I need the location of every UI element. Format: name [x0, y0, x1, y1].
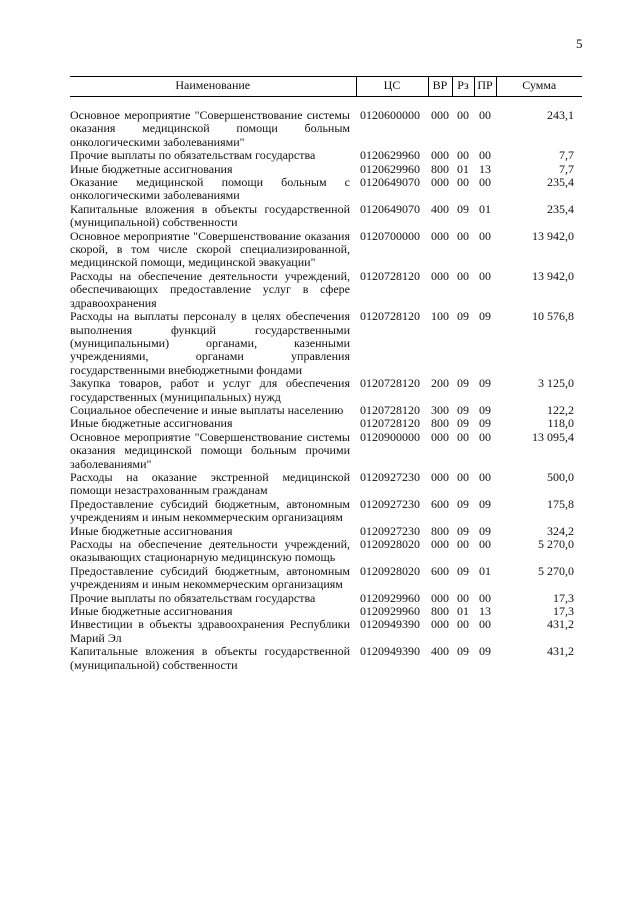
page-number: 5	[576, 36, 583, 51]
cell-cs: 0120928020	[360, 563, 420, 578]
cell-name: Предоставление субсидий бюджетным, автономным учреждениям и иным некоммерческим организациям	[70, 563, 350, 592]
cell-name: Расходы на оказание экстренной медицинской помощи незастрахованным гражданам	[70, 469, 350, 498]
cell-sum: 13 095,4	[532, 429, 574, 444]
cell-pr: 09	[479, 402, 491, 417]
cell-rz: 01	[457, 604, 469, 619]
cell-cs: 0120929960	[360, 590, 420, 605]
cell-pr: 00	[479, 537, 491, 551]
cell-pr: 00	[479, 617, 491, 632]
cell-sum: 122,2	[547, 402, 574, 417]
cell-name: Иные бюджетные ассигнования	[70, 604, 233, 619]
cell-rz: 00	[457, 148, 469, 163]
header-name: Наименование	[70, 77, 356, 97]
cell-sum: 235,4	[547, 175, 574, 190]
cell-sum: 243,1	[547, 108, 574, 122]
cell-vr: 200	[431, 376, 449, 391]
cell-name: Предоставление субсидий бюджетным, автономным учреждениям и иным некоммерческим организациям	[70, 496, 350, 525]
header-cs: ЦС	[356, 77, 428, 97]
table-row	[70, 163, 582, 176]
cell-name: Основное мероприятие "Совершенствование системы оказания медицинской помощи больным онкологическими заболеваниями"	[70, 108, 350, 149]
table-row	[70, 97, 582, 150]
cell-vr: 800	[431, 523, 449, 538]
cell-pr: 00	[479, 228, 491, 243]
cell-name: Расходы на обеспечение деятельности учреждений, оказывающих стационарную медицинскую помощь	[70, 537, 350, 565]
cell-cs: 0120629960	[360, 148, 420, 163]
cell-pr: 09	[479, 376, 491, 391]
header-pr: ПР	[474, 77, 496, 97]
cell-rz: 09	[457, 376, 469, 391]
cell-sum: 431,2	[547, 644, 574, 659]
cell-rz: 00	[457, 175, 469, 190]
table-row	[70, 149, 582, 162]
cell-rz: 00	[457, 590, 469, 605]
cell-vr: 800	[431, 604, 449, 619]
cell-sum: 500,0	[547, 469, 574, 484]
cell-cs: 0120728120	[360, 416, 420, 431]
cell-vr: 000	[431, 590, 449, 605]
cell-sum: 175,8	[547, 496, 574, 511]
cell-name: Расходы на обеспечение деятельности учреждений, обеспечивающих предоставление услуг в сфере здравоохранения	[70, 268, 350, 310]
cell-rz: 09	[457, 644, 469, 659]
cell-cs: 0120927230	[360, 469, 420, 484]
cell-rz: 09	[457, 416, 469, 431]
cell-sum: 13 942,0	[532, 268, 574, 283]
cell-sum: 7,7	[559, 148, 574, 163]
cell-name: Расходы на выплаты персоналу в целях обеспечения выполнения функций государственными (муниципальными) органами, казенными учреждениями, органами управления государственными внебюджетными фондами	[70, 309, 350, 377]
cell-vr: 000	[431, 617, 449, 632]
cell-cs: 0120929960	[360, 604, 420, 619]
cell-vr: 100	[431, 309, 449, 324]
cell-name: Основное мероприятие "Совершенствование оказания скорой, в том числе скорой специализированной, медицинской помощи, медицинской эвакуации"	[70, 228, 350, 270]
cell-cs: 0120728120	[360, 376, 420, 391]
cell-cs: 0120649070	[360, 175, 420, 190]
cell-pr: 00	[479, 108, 491, 122]
cell-pr: 00	[479, 268, 491, 283]
cell-name: Основное мероприятие "Совершенствование системы оказания медицинской помощи больным прочими заболеваниями"	[70, 429, 350, 471]
table-row	[70, 538, 582, 565]
cell-cs: 0120949390	[360, 644, 420, 659]
cell-cs: 0120700000	[360, 228, 420, 243]
header-rz: Рз	[452, 77, 474, 97]
table-row	[70, 417, 582, 430]
cell-rz: 09	[457, 496, 469, 511]
table-row	[70, 230, 582, 270]
cell-pr: 00	[479, 175, 491, 190]
cell-name: Социальное обеспечение и иные выплаты населению	[70, 402, 344, 417]
cell-name: Иные бюджетные ассигнования	[70, 416, 233, 431]
cell-rz: 00	[457, 617, 469, 632]
cell-pr: 01	[479, 201, 491, 216]
cell-vr: 000	[431, 537, 449, 551]
cell-vr: 600	[431, 496, 449, 511]
cell-rz: 09	[457, 563, 469, 578]
cell-pr: 09	[479, 523, 491, 538]
table-row	[70, 498, 582, 525]
cell-sum: 3 125,0	[538, 376, 574, 391]
table-body	[70, 97, 582, 673]
cell-rz: 00	[457, 108, 469, 122]
cell-pr: 09	[479, 496, 491, 511]
cell-rz: 00	[457, 537, 469, 551]
cell-cs: 0120728120	[360, 309, 420, 324]
table-row	[70, 645, 582, 672]
cell-rz: 00	[457, 429, 469, 444]
cell-vr: 400	[431, 201, 449, 216]
budget-table	[70, 76, 582, 672]
cell-rz: 01	[457, 161, 469, 176]
cell-pr: 00	[479, 429, 491, 444]
cell-vr: 000	[431, 469, 449, 484]
cell-rz: 00	[457, 268, 469, 283]
cell-sum: 118,0	[547, 416, 574, 431]
cell-cs: 0120649070	[360, 201, 420, 216]
cell-sum: 324,2	[547, 523, 574, 538]
cell-name: Капитальные вложения в объекты государственной (муниципальной) собственности	[70, 644, 350, 672]
cell-sum: 17,3	[553, 590, 574, 605]
cell-sum: 13 942,0	[532, 228, 574, 243]
cell-vr: 800	[431, 416, 449, 431]
table-row	[70, 471, 582, 498]
table-row	[70, 404, 582, 417]
cell-cs: 0120728120	[360, 268, 420, 283]
cell-vr: 000	[431, 108, 449, 122]
cell-sum: 17,3	[553, 604, 574, 619]
cell-cs: 0120927230	[360, 496, 420, 511]
header-vr: ВР	[428, 77, 452, 97]
cell-cs: 0120629960	[360, 161, 420, 176]
cell-cs: 0120728120	[360, 402, 420, 417]
cell-pr: 00	[479, 148, 491, 163]
cell-sum: 7,7	[559, 161, 574, 176]
cell-cs: 0120949390	[360, 617, 420, 632]
cell-cs: 0120900000	[360, 429, 420, 444]
cell-vr: 800	[431, 161, 449, 176]
cell-sum: 5 270,0	[538, 537, 574, 551]
table-row	[70, 203, 582, 230]
table-row	[70, 605, 582, 618]
cell-sum: 5 270,0	[538, 563, 574, 578]
cell-rz: 09	[457, 309, 469, 324]
cell-pr: 13	[479, 161, 491, 176]
cell-vr: 000	[431, 268, 449, 283]
cell-pr: 01	[479, 563, 491, 578]
table-row	[70, 565, 582, 592]
cell-rz: 09	[457, 402, 469, 417]
cell-pr: 00	[479, 469, 491, 484]
cell-pr: 09	[479, 644, 491, 659]
cell-rz: 00	[457, 228, 469, 243]
table-row	[70, 270, 582, 310]
cell-name: Инвестиции в объекты здравоохранения Республики Марий Эл	[70, 617, 350, 645]
table-row	[70, 525, 582, 538]
table-row	[70, 592, 582, 605]
cell-vr: 000	[431, 429, 449, 444]
cell-sum: 235,4	[547, 201, 574, 216]
cell-vr: 600	[431, 563, 449, 578]
cell-pr: 09	[479, 309, 491, 324]
cell-name: Иные бюджетные ассигнования	[70, 161, 233, 176]
cell-vr: 000	[431, 148, 449, 163]
table-row	[70, 310, 582, 377]
cell-cs: 0120927230	[360, 523, 420, 538]
table-row	[70, 176, 582, 203]
cell-vr: 000	[431, 228, 449, 243]
cell-rz: 00	[457, 469, 469, 484]
cell-sum: 10 576,8	[532, 309, 574, 324]
cell-name: Прочие выплаты по обязательствам государства	[70, 148, 316, 163]
cell-name: Иные бюджетные ассигнования	[70, 523, 233, 538]
header-sum: Сумма	[496, 77, 582, 97]
table-header-row	[70, 77, 582, 97]
cell-pr: 09	[479, 416, 491, 431]
cell-sum: 431,2	[547, 617, 574, 632]
cell-rz: 09	[457, 523, 469, 538]
cell-vr: 400	[431, 644, 449, 659]
cell-name: Закупка товаров, работ и услуг для обеспечения государственных (муниципальных) нужд	[70, 376, 350, 404]
cell-cs: 0120928020	[360, 537, 420, 551]
cell-cs: 0120600000	[360, 108, 420, 122]
cell-name: Прочие выплаты по обязательствам государства	[70, 590, 316, 605]
cell-name: Оказание медицинской помощи больным с онкологическими заболеваниями	[70, 175, 350, 203]
cell-vr: 000	[431, 175, 449, 190]
cell-rz: 09	[457, 201, 469, 216]
cell-pr: 00	[479, 590, 491, 605]
table-row	[70, 377, 582, 404]
cell-vr: 300	[431, 402, 449, 417]
cell-pr: 13	[479, 604, 491, 619]
cell-name: Капитальные вложения в объекты государственной (муниципальной) собственности	[70, 201, 350, 230]
table-row	[70, 431, 582, 471]
table-row	[70, 618, 582, 645]
